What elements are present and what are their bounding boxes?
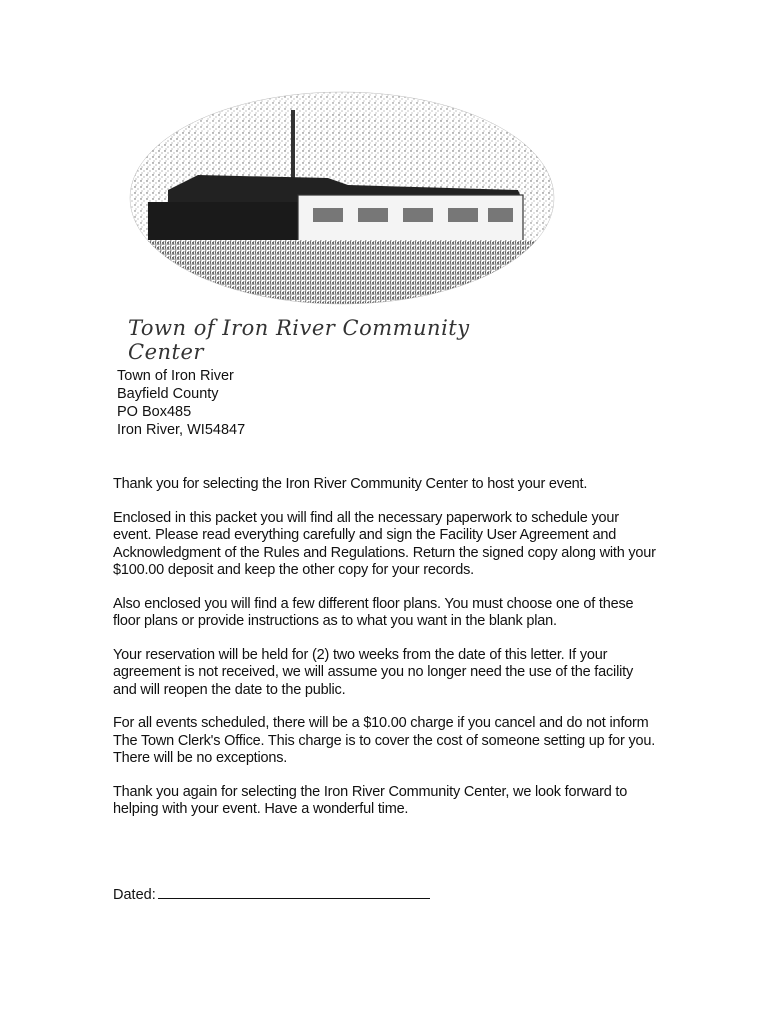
script-title-logo: Town of Iron River Community Center — [128, 316, 470, 364]
address-line: PO Box485 — [117, 404, 192, 420]
address-line: Iron River, WI54847 — [117, 422, 246, 438]
paragraph-closing: Thank you again for selecting the Iron River Community Center, we look forward to helping with your event. Have a wonderful time. — [113, 783, 628, 817]
building-sketch-icon — [128, 90, 556, 306]
community-center-photo — [128, 90, 556, 306]
paragraph-floor-plans: Also enclosed you will find a few different floor plans. You must choose one of these floor plans or provide instructions as to what you want in the blank plan. — [113, 595, 634, 629]
paragraph-enclosed-packet: Enclosed in this packet you will find all the necessary paperwork to schedule your event. Please read everything carefully and sign the Facility User Agreement and Acknowledgment of the Rules and Regulations. Return the signed copy along with your $100.00 deposit and keep the other copy for your records. — [113, 509, 656, 578]
address-line: Town of Iron River — [117, 368, 234, 384]
dated-input-line[interactable] — [158, 884, 430, 899]
dated-label: Dated: — [113, 887, 156, 903]
address-block — [117, 367, 245, 439]
letter-body — [113, 476, 658, 835]
paragraph-thank-you: Thank you for selecting the Iron River Community Center to host your event. — [113, 476, 588, 492]
paragraph-reservation: Your reservation will be held for (2) two weeks from the date of this letter. If your agreement is not received, we will assume you no longer need the use of the facility and will reopen the date to the public. — [113, 646, 633, 698]
address-line: Bayfield County — [117, 386, 219, 402]
paragraph-cancellation: For all events scheduled, there will be a $10.00 charge if you cancel and do not inform The Town Clerk's Office. This charge is to cover the cost of someone setting up for you. There will be no exceptions. — [113, 715, 656, 766]
dated-field — [113, 884, 430, 903]
